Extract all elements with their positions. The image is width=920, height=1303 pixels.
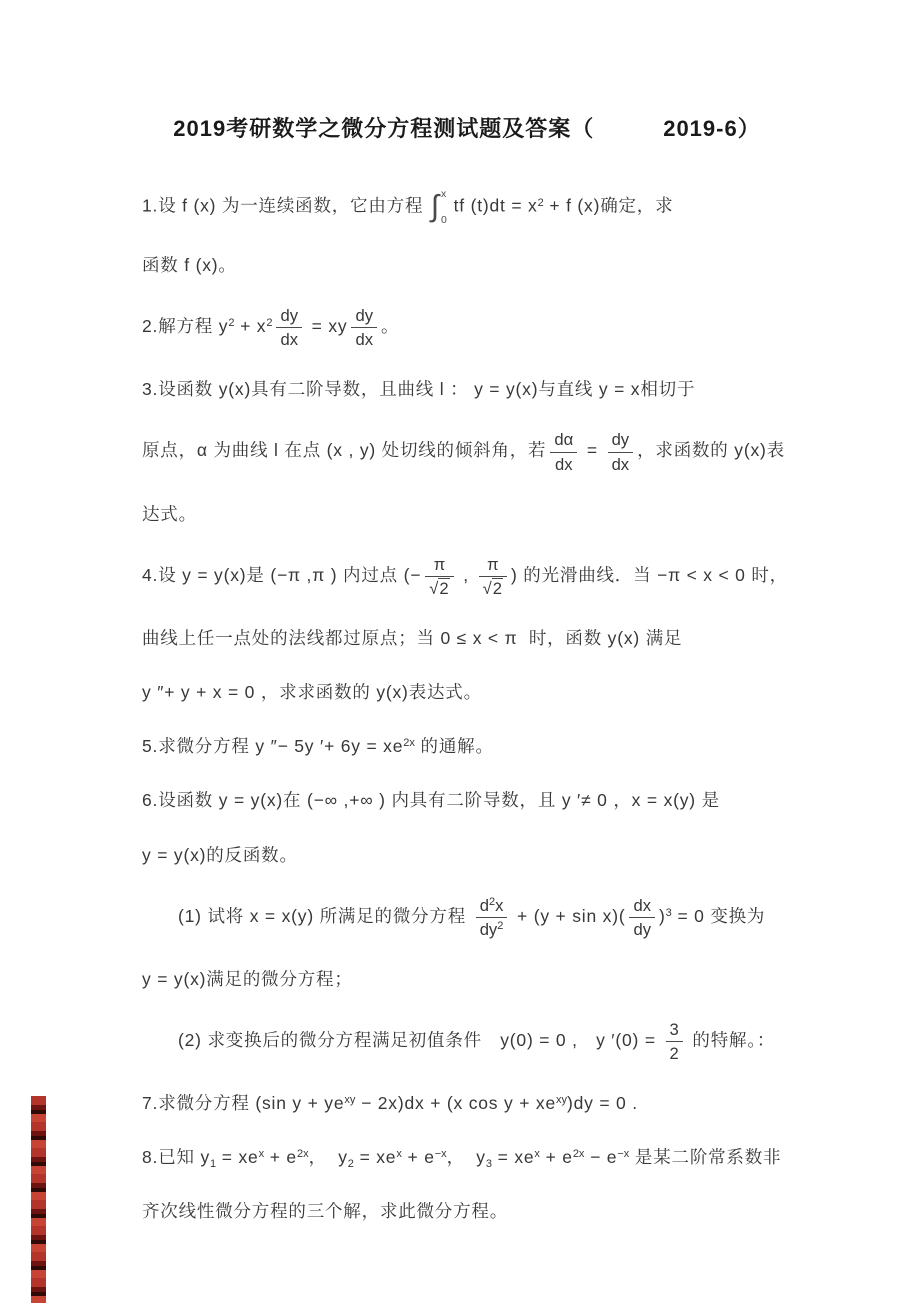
- problem-3-line-1: [142, 376, 792, 403]
- problem-3-line-2: [142, 430, 792, 473]
- text-run: 是某二阶常系数非: [629, 1147, 782, 1168]
- text-run: ， y: [308, 1147, 348, 1168]
- text-run: + (y + sin x)(: [511, 905, 626, 926]
- text-run: − e: [584, 1147, 618, 1168]
- fraction: [666, 1020, 683, 1063]
- fraction-numerator: dx: [629, 896, 655, 918]
- text-run: (1) 试将 x = x(y) 所满足的微分方程: [178, 905, 472, 926]
- text-run: 。: [381, 316, 400, 337]
- radicand: 2: [492, 578, 502, 598]
- text-run: = xe: [353, 1147, 397, 1168]
- problem-6-part-1: [142, 896, 792, 939]
- text-run: ): [659, 905, 666, 926]
- problem-6: [142, 787, 792, 1063]
- text-run: 8.已知 y: [142, 1147, 211, 1168]
- fraction: [608, 430, 634, 473]
- text-run: + x: [234, 316, 267, 337]
- subscript: 1: [210, 1158, 217, 1171]
- text-run: + e: [264, 1147, 297, 1168]
- fraction-denominator: dx: [555, 454, 573, 474]
- text-run: d: [479, 895, 489, 915]
- text-run: 7.求微分方程 (sin y + ye: [142, 1093, 345, 1114]
- integral: [431, 189, 448, 225]
- fraction: [476, 896, 508, 939]
- text-run: dy: [479, 919, 498, 939]
- text-run: 1.设 f (x) 为一连续函数，它由方程: [142, 195, 429, 216]
- text-run: 函数 f (x)。: [142, 255, 237, 275]
- problem-3: [142, 376, 792, 527]
- text-run: tf (t)dt = x: [453, 195, 538, 216]
- problem-6-part-2: [142, 1020, 792, 1063]
- sqrt-symbol: √: [429, 578, 439, 598]
- integral-upper-limit: x: [440, 188, 448, 200]
- sqrt-symbol: √: [482, 578, 492, 598]
- fraction-numerator: 3: [666, 1020, 683, 1042]
- text-run: y ″+ y + x = 0 ，求求函数的 y(x)表达式。: [142, 682, 482, 703]
- superscript: x: [258, 1148, 265, 1161]
- text-run: ，求函数的 y(x)表: [637, 440, 785, 461]
- superscript: −x: [434, 1148, 447, 1161]
- text-run: (2) 求变换后的微分方程满足初值条件 y(0) = 0 , y ′(0) =: [178, 1030, 662, 1051]
- fraction-numerator: dy: [351, 306, 377, 328]
- superscript: xy: [344, 1094, 356, 1107]
- text-run: ) 的光滑曲线．当 −π < x < 0 时，: [511, 565, 788, 586]
- fraction-denominator: dx: [355, 330, 374, 350]
- fraction: [479, 555, 507, 598]
- problem-7: [142, 1090, 792, 1117]
- text-run: 的通解。: [414, 736, 494, 757]
- superscript: 2: [537, 196, 544, 209]
- text-run: 齐次线性微分方程的三个解，求此微分方程。: [142, 1201, 508, 1222]
- problem-1-line-2: [142, 252, 792, 279]
- problem-2-line-1: [142, 306, 792, 349]
- text-run: y = y(x)满足的微分方程；: [142, 968, 353, 989]
- problem-4: [142, 555, 792, 706]
- problem-8: [142, 1144, 792, 1225]
- text-run: = xy: [306, 316, 348, 337]
- text-run: = 0 变换为: [671, 905, 766, 926]
- fraction-denominator: 2: [669, 1044, 679, 1064]
- problem-4-line-1: [142, 555, 792, 598]
- subscript: 3: [485, 1158, 492, 1171]
- text-run: =: [581, 440, 604, 461]
- superscript: 2: [266, 317, 273, 330]
- integral-symbol: ∫: [430, 190, 440, 223]
- superscript: 2: [497, 919, 504, 932]
- text-run: 原点，α 为曲线 l 在点 (x , y) 处切线的倾斜角，若: [142, 440, 547, 461]
- superscript: 2x: [296, 1148, 309, 1161]
- superscript: −x: [617, 1148, 630, 1161]
- superscript: xy: [556, 1094, 567, 1107]
- text-run: − 2x)dx + (x cos y + xe: [355, 1093, 556, 1114]
- fraction-denominator: dx: [611, 454, 630, 474]
- text-run: ,: [457, 565, 475, 586]
- radicand: 2: [439, 578, 449, 598]
- fraction-denominator: [476, 918, 508, 939]
- text-run: y = y(x)的反函数。: [142, 844, 298, 865]
- page-title: 2019考研数学之微分方程测试题及答案（ 2019-6）: [173, 116, 761, 141]
- fraction-numerator: π: [479, 555, 507, 577]
- text-run: ， y: [446, 1147, 486, 1168]
- problem-5: [142, 733, 792, 760]
- problem-1-line-1: [142, 189, 792, 225]
- fraction: [351, 306, 377, 349]
- edge-watermark: [31, 1096, 46, 1303]
- subscript: 2: [347, 1158, 354, 1171]
- fraction: [629, 896, 655, 939]
- superscript: 2: [228, 317, 235, 330]
- text-run: + e: [401, 1147, 435, 1168]
- fraction-numerator: dy: [608, 430, 634, 452]
- fraction: [276, 306, 302, 349]
- text-run: 2.解方程 y: [142, 316, 229, 337]
- text-run: 的特解。：: [686, 1030, 776, 1051]
- fraction-numerator: π: [425, 555, 453, 577]
- integral-lower-limit: 0: [440, 213, 448, 226]
- fraction-numerator: dy: [276, 306, 302, 328]
- problem-7-line-1: [142, 1090, 792, 1117]
- fraction-denominator: dy: [633, 919, 652, 939]
- text-run: )dy = 0 .: [567, 1093, 638, 1114]
- problem-3-line-3: [142, 501, 792, 528]
- problem-6-line-4: [142, 966, 792, 993]
- superscript: 3: [665, 906, 672, 919]
- fraction: [425, 555, 453, 598]
- problem-1: [142, 189, 792, 279]
- problem-2: [142, 306, 792, 349]
- text-run: = xe: [216, 1147, 259, 1168]
- problem-8-line-2: [142, 1198, 792, 1225]
- problem-5-line-1: [142, 733, 792, 760]
- superscript: x: [396, 1148, 402, 1161]
- fraction-denominator: [425, 577, 453, 598]
- text-run: = xe: [491, 1147, 535, 1168]
- fraction-numerator: [476, 896, 508, 918]
- text-run: + e: [539, 1147, 573, 1168]
- problem-6-line-2: [142, 842, 792, 869]
- fraction-numerator: dα: [550, 430, 577, 452]
- text-run: 4.设 y = y(x)是 (−π ,π ) 内过点 (−: [142, 565, 422, 586]
- superscript: 2: [488, 895, 496, 908]
- integral-limits: [441, 189, 448, 225]
- problem-4-line-2: [142, 625, 792, 652]
- text-run: x: [495, 895, 504, 915]
- superscript: x: [534, 1148, 540, 1161]
- text-run: 5.求微分方程 y ″− 5y ′+ 6y = xe: [142, 736, 404, 757]
- fraction-denominator: dx: [280, 330, 299, 350]
- problem-4-line-3: [142, 679, 792, 706]
- text-run: 达式。: [142, 503, 197, 524]
- fraction: [550, 430, 577, 473]
- text-run: + f (x)确定，求: [543, 195, 674, 216]
- problem-6-line-1: [142, 787, 792, 814]
- problem-8-line-1: [142, 1144, 792, 1171]
- text-run: 3.设函数 y(x)具有二阶导数，且曲线 l ： y = y(x)与直线 y = x相切于: [142, 379, 696, 400]
- text-run: 曲线上任一点处的法线都过原点；当 0 ≤ x < π 时，函数 y(x) 满足: [142, 628, 683, 649]
- text-run: 6.设函数 y = y(x)在 (−∞ ,+∞ ) 内具有二阶导数，且 y ′≠ 0 ，x = x(y) 是: [142, 790, 720, 811]
- superscript: 2x: [572, 1148, 585, 1161]
- fraction-denominator: [479, 577, 507, 598]
- superscript: 2x: [403, 737, 415, 750]
